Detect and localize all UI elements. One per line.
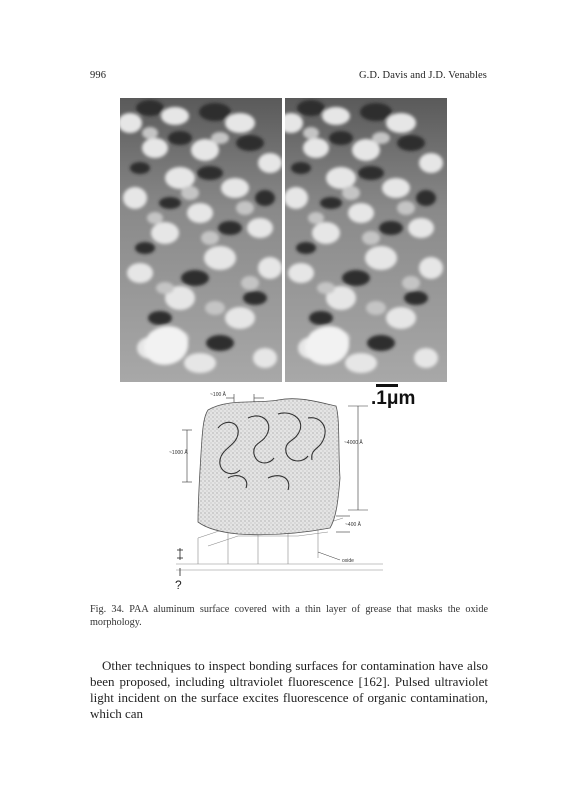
dim-top-width	[226, 394, 264, 402]
dim-right-height-label: ~4000 Å	[344, 440, 363, 446]
dim-grease-thickness	[177, 548, 183, 576]
dim-top-width-label: ~100 Å	[210, 392, 226, 398]
question-mark-label: ?	[175, 578, 182, 592]
dim-base-height-label: ~400 Å	[345, 522, 361, 528]
body-paragraph: Other techniques to inspect bonding surfaces for contamination have also been proposed, including ultraviolet fluorescence [162]. Pulsed ultraviolet light incident on the surface excites fluorescence of organic contamination, which can	[90, 658, 488, 721]
page-number: 996	[90, 70, 107, 81]
scale-bar-label: .1μm	[371, 388, 416, 409]
body-text	[90, 658, 488, 722]
scale-bar	[376, 384, 398, 387]
dim-right-height	[348, 406, 368, 510]
figure-caption: Fig. 34. PAA aluminum surface covered with a thin layer of grease that masks the oxide morphology.	[90, 604, 488, 628]
oxide-label: oxide	[342, 558, 354, 564]
running-head-authors: G.D. Davis and J.D. Venables	[358, 70, 487, 81]
dim-left-height-label: ~1000 Å	[169, 450, 188, 456]
dim-left-height	[182, 430, 192, 482]
oxide-leader-line	[318, 552, 340, 560]
sem-micrograph-right	[285, 98, 447, 382]
sem-micrograph-left	[120, 98, 282, 382]
oxide-schematic-diagram	[168, 388, 388, 598]
